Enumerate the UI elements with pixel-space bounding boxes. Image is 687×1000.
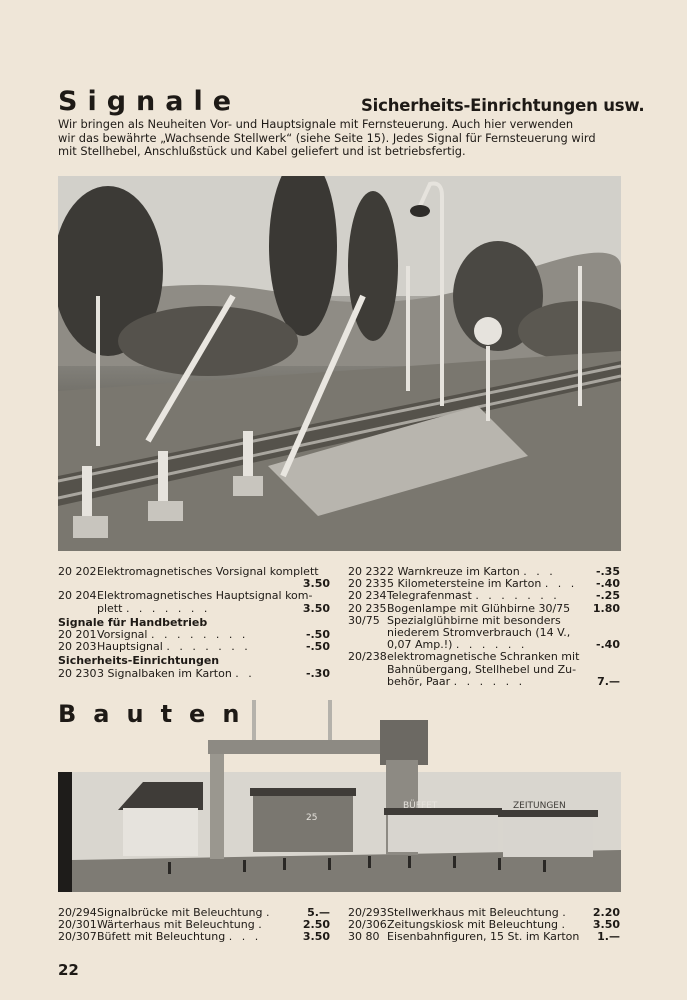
list-item-cont: niederem Stromverbrauch (14 V.,: [387, 627, 571, 640]
list-item: 20 204 Elektromagnetisches Hauptsignal kom-: [58, 589, 313, 603]
list-item: 30/75 Spezialglühbirne mit besonders: [348, 613, 561, 627]
intro-paragraph: [58, 118, 624, 159]
list-item: 20 235 Bogenlampe mit Glühbirne 30/75 1.80: [348, 601, 620, 615]
intro-line: mit Stellhebel, Anschlußstück und Kabel geliefert und ist betriebsfertig.: [58, 144, 466, 159]
list-item-cont: 0,07 Amp.!) . . . . . . -.40: [387, 638, 620, 652]
list-item-cont: Bahnübergang, Stellhebel und Zu-: [387, 663, 577, 676]
list-item: 20 203 Hauptsignal . . . . . . . -.50: [58, 640, 330, 654]
list-item-cont: behör, Paar . . . . . . 7.—: [387, 674, 620, 688]
list-item: 20 202 Elektromagnetisches Vorsignal komplett: [58, 565, 319, 578]
buildings-price-list-left: [58, 907, 330, 944]
buildings-price-list-right: [348, 907, 620, 944]
signals-price-list-right: [348, 566, 620, 688]
section-heading: Signale für Handbetrieb: [58, 615, 208, 629]
buildings-photo-illustration: [58, 700, 621, 900]
list-item: 20 232 2 Warnkreuze im Karton . . . -.35: [348, 565, 620, 578]
signals-photo-illustration: [58, 176, 621, 551]
list-item: 20/307 Büfett mit Beleuchtung . . . 3.50: [58, 930, 330, 944]
section-heading: Sicherheits-Einrichtungen: [58, 654, 220, 668]
list-item: 20 230 3 Signalbaken im Karton . . -.30: [58, 666, 330, 680]
list-item: 20 201 Vorsignal . . . . . . . . -.50: [58, 628, 330, 642]
intro-line: Wir bringen als Neuheiten Vor- und Hauptsignale mit Fernsteuerung. Auch hier verwenden: [58, 117, 574, 131]
signals-photo: [58, 176, 621, 551]
list-item: 20/293 Stellwerkhaus mit Beleuchtung . 2.20: [348, 906, 620, 919]
buildings-photo: [58, 700, 621, 900]
list-item: 20/306 Zeitungskiosk mit Beleuchtung . 3.50: [348, 918, 620, 932]
list-item: 20/301 Wärterhaus mit Beleuchtung . 2.50: [58, 918, 330, 932]
buffet-sign: BÜFFET: [403, 801, 438, 811]
list-item: 20 233 5 Kilometersteine im Karton . . . -.40: [348, 577, 620, 591]
list-item: 30 80 Eisenbahnfiguren, 15 St. im Karton 1.—: [348, 930, 620, 944]
zeitungen-sign: ZEITUNGEN: [513, 801, 566, 811]
list-item-cont: 3.50: [302, 577, 330, 591]
page-number: 22: [58, 961, 79, 979]
page-subtitle: Sicherheits-Einrichtungen usw.: [361, 96, 645, 115]
intro-line: wir das bewährte „Wachsende Stellwerk“ (siehe Seite 15). Jedes Signal für Fernsteuerung wird: [58, 130, 596, 145]
house-number-sign: 25: [306, 813, 318, 823]
signals-price-list-left: [58, 566, 330, 680]
page-title: Signale: [58, 86, 242, 117]
section-title-bauten: Bauten: [58, 700, 257, 728]
list-item: 20 234 Telegrafenmast . . . . . . . -.25: [348, 589, 620, 603]
list-item: 20/238 elektromagnetische Schranken mit: [348, 650, 580, 664]
list-item: 20/294 Signalbrücke mit Beleuchtung . 5.—: [58, 906, 330, 919]
list-item-cont: plett . . . . . . . 3.50: [97, 601, 330, 615]
